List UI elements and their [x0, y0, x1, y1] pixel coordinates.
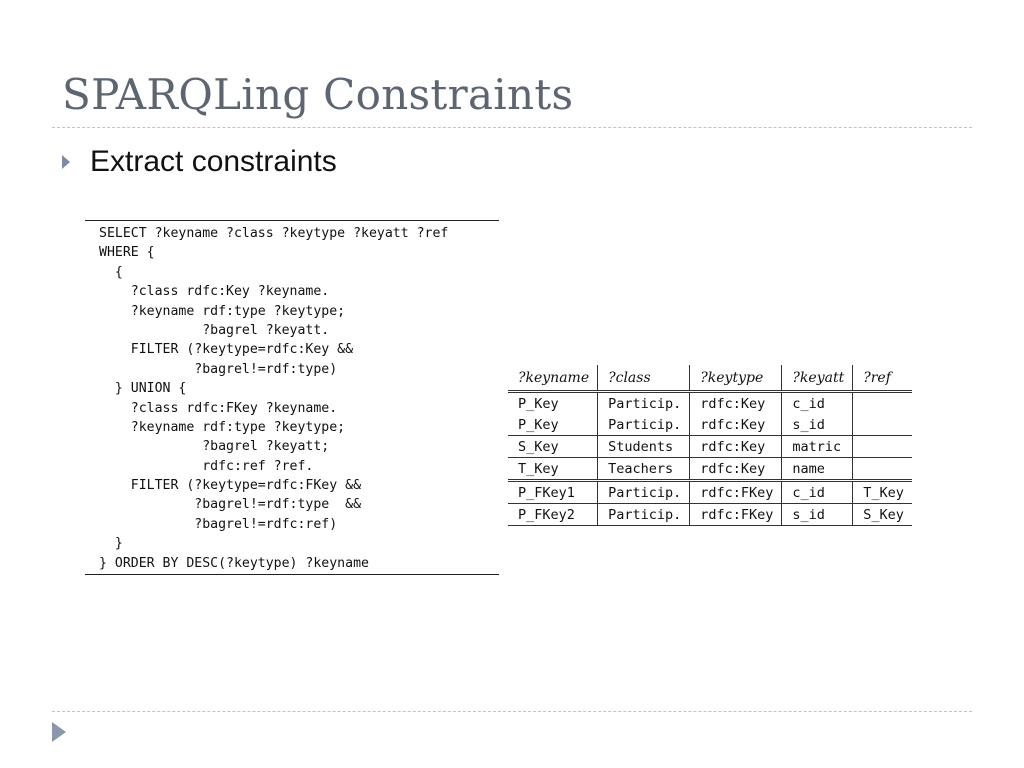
- column-header: ?class: [598, 365, 690, 392]
- table-cell: rdfc:Key: [690, 392, 782, 415]
- table-cell: rdfc:FKey: [690, 481, 782, 504]
- footer-divider: [52, 711, 972, 712]
- table-header-row: [508, 365, 912, 392]
- slide-title: SPARQLing Constraints: [62, 70, 574, 119]
- table-cell: rdfc:Key: [690, 414, 782, 436]
- table-row: [508, 436, 912, 458]
- bullet-text: Extract constraints: [90, 145, 337, 178]
- column-header: ?keyname: [508, 365, 598, 392]
- table-cell: S_Key: [853, 504, 912, 526]
- table-cell: c_id: [782, 392, 853, 415]
- bullet-item: [62, 145, 337, 179]
- table-cell: s_id: [782, 504, 853, 526]
- results-table: [508, 365, 912, 526]
- code-line: }: [99, 536, 123, 552]
- code-line: ?class rdfc:Key ?keyname.: [99, 284, 330, 300]
- next-slide-arrow-icon[interactable]: [52, 722, 66, 742]
- code-line: SELECT ?keyname ?class ?keytype ?keyatt ?ref: [99, 226, 449, 241]
- table-cell: P_Key: [518, 395, 559, 412]
- table-cell: name: [782, 458, 853, 481]
- table-cell: P_FKey1: [508, 481, 598, 504]
- code-line: rdfc:ref ?ref.: [99, 458, 314, 474]
- table-cell: [853, 458, 912, 481]
- table-cell: P_FKey2: [508, 504, 598, 526]
- table-row: [508, 504, 912, 526]
- table-cell: c_id: [782, 481, 853, 504]
- table-row: [508, 458, 912, 481]
- table-cell: [853, 414, 912, 436]
- table-cell: rdfc:FKey: [690, 504, 782, 526]
- table-cell: [853, 392, 912, 415]
- table-cell: S_Key: [508, 436, 598, 458]
- code-line: FILTER (?keytype=rdfc:FKey &&: [99, 478, 362, 494]
- code-line: } ORDER BY DESC(?keytype) ?keyname: [99, 555, 369, 571]
- table-cell: T_Key: [853, 481, 912, 504]
- column-header: ?keytype: [690, 365, 782, 392]
- table-cell: T_Key: [508, 458, 598, 481]
- table-cell: rdfc:Key: [690, 436, 782, 458]
- code-line: ?bagrel ?keyatt.: [99, 322, 330, 338]
- table-row: [508, 392, 912, 415]
- code-line: ?bagrel ?keyatt;: [99, 439, 330, 455]
- table-cell: Students: [598, 436, 690, 458]
- table-cell: rdfc:Key: [690, 458, 782, 481]
- code-line: ?bagrel!=rdf:type): [99, 361, 338, 377]
- table-cell: matric: [782, 436, 853, 458]
- column-header: ?keyatt: [782, 365, 853, 392]
- code-line: FILTER (?keytype=rdfc:Key &&: [99, 342, 354, 358]
- table-row: [508, 481, 912, 504]
- table-cell: [853, 436, 912, 458]
- code-line: ?keyname rdf:type ?keytype;: [99, 419, 346, 435]
- table-cell: Particip.: [598, 504, 690, 526]
- table-cell: Particip.: [598, 414, 690, 436]
- code-line: } UNION {: [99, 381, 187, 397]
- table-cell: s_id: [782, 414, 853, 436]
- triangle-bullet-icon: [62, 155, 70, 169]
- table-row: [508, 414, 912, 436]
- code-line: ?class rdfc:FKey ?keyname.: [99, 400, 338, 416]
- title-divider: [52, 127, 972, 128]
- table-cell: P_Key: [518, 416, 559, 433]
- table-cell: Teachers: [598, 458, 690, 481]
- column-header: ?ref: [853, 365, 912, 392]
- table-cell: Particip.: [598, 481, 690, 504]
- code-line: {: [99, 264, 123, 280]
- table-cell: Particip.: [598, 392, 690, 415]
- code-line: ?bagrel!=rdfc:ref): [99, 516, 338, 532]
- code-line: WHERE {: [99, 245, 155, 261]
- sparql-query: [99, 224, 448, 573]
- code-line: ?bagrel!=rdf:type &&: [99, 497, 362, 513]
- code-line: ?keyname rdf:type ?keytype;: [99, 303, 346, 319]
